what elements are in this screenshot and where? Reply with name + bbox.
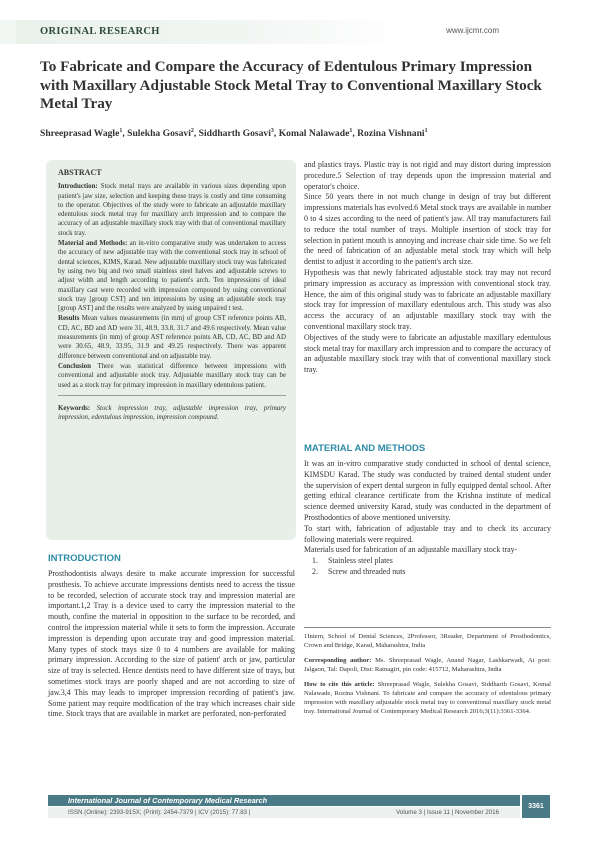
citation: How to cite this article: Shreeprasad Wagle, Sulekha Gosavi, Siddharth Gosavi, Komal Nalawade, Rozina Vishnani. To fabricate and compare the accuracy of edentulous primary impression with maxillary adjustable stock metal tray to conventional maxillary stock metal tray. International Journal of Contemporary Medical Research 2016;3(11):3361-3364. bbox=[304, 681, 551, 715]
author-list: Shreeprasad Wagle$^1$, Sulekha Gosavi$^2$, Siddharth Gosavi$^3$, Komal Nalawade$^1$, Rozina Vishnani$^1$ bbox=[40, 128, 428, 140]
author: Rozina Vishnani bbox=[357, 128, 425, 140]
right-column-text bbox=[304, 160, 551, 376]
paragraph: Prosthodontists always desire to make accurate impression for successful prosthesis. To achieve accurate impressions dentists need to access the tissue to be recorded, selection of accurate stock tray and impression material are important.1,2 Tray is a device used to carry the impression material to the mouth, confine the material in opposition to the surface to be recorded, and control the impression material while it sets to form the impression. Accurate impression is depending upon accurate tray and good impression material. Many types of stock trays size 0 to 4 numbers are available for making primary impression. According to the size of patient' arch or jaw, particular size of tray is selected. Hence dentists need to have different size of trays, but sometimes stock trays are poorly shaped and are not according to size of jaw.3,4 This may leads to improper impression recording of patient's jaw. Some patient may require modification of the tray which increases chair side time. Stock trays that are available in market are perforated, non-perforated bbox=[48, 569, 295, 719]
abstract-methods: Material and Methods: an in-vitro comparative study was undertaken to access the accuracy of new adjustable tray with the conventional stock tray in school of dental sciences, KIMS, Karad. New adjustable maxillary stock tray was fabricated by using two big and two small stainless steel halves and adjustable screws to adjust width and length according to patient's arch. Ten impressions of ideal maxillary cast were recorded with impression compound by using conventional stock tray [group CST] and ten impressions by using an adjustable stock tray [group AST] and the results were analyzed by using unpaired t test. bbox=[58, 240, 286, 313]
methods-text bbox=[304, 459, 551, 578]
footnote-divider bbox=[304, 627, 551, 628]
introduction-text bbox=[48, 569, 295, 720]
section-label: ORIGINAL RESEARCH bbox=[40, 26, 160, 37]
list-item: 1. Stainless steel plates bbox=[312, 556, 393, 566]
journal-url[interactable]: www.ijcmr.com bbox=[446, 26, 499, 35]
abstract-keywords: Keywords: Stock impression tray, adjustable impression tray, primary impression, edentulous impression, impression compound. bbox=[58, 404, 286, 422]
paragraph: Objectives of the study were to fabricate an adjustable maxillary edentulous stock metal tray for maxillary arch impression and to compare the accuracy of an adjustable maxillary stock tray with that of conventional maxillary stock tray. bbox=[304, 332, 551, 375]
introduction-heading: INTRODUCTION bbox=[48, 553, 121, 564]
paragraph: To start with, fabrication of adjustable tray and to check its accuracy following materials were required. bbox=[304, 523, 551, 544]
abstract-results: Results Mean values measurements (in mm) of group CST reference points AB, CD, AC, BD and AD were 31, 48.9, 33.8, 31.7 and 49.6 respectively. Mean value measurements (in mm) of group AST reference points AB, CD, AC, BD and AD were 30.65, 48.9, 33.95, 31.9 and 49.25 respectively. There was apparent difference between conventional and on adjustable tray. bbox=[58, 315, 286, 360]
article-title: To Fabricate and Compare the Accuracy of Edentulous Primary Impression with Maxillary Adjustable Stock Metal Tray to Conventional Maxillary Stock Metal Tray bbox=[40, 58, 542, 112]
corresponding-author: Corresponding author: Ms. Shreeprasad Wagle, Anand Nagar, Lashkarwadi, At post: Jalgaon, Tal: Dapoli, Dist: Ratnagiri, pin code: 415712, Maharashtra, India bbox=[304, 657, 551, 673]
paragraph: It was an in-vitro comparative study conducted in school of dental science, KIMSDU Karad. The study was conducted by trained dental student under the supervision of expert dental surgeon in fully equipped dental school. After getting ethical clearance certificate from the Krishna institute of medical science deemed university Karad, study was conducted in the department of Prosthodontics of above mentioned university. bbox=[304, 459, 551, 522]
footer-volume: Volume 3 | Issue 11 | November 2016 bbox=[396, 809, 499, 816]
footer-journal-name: International Journal of Contemporary Medical Research bbox=[68, 796, 268, 805]
author: Komal Nalawade bbox=[278, 128, 350, 140]
paragraph: Hypothesis was that newly fabricated adjustable stock tray may not record primary impression as accuracy as impression with conventional stock tray. Hence, the aim of this original study was to fabricate an adjustable maxillary stock tray for impression of maxillary edentulous arch. This study was also access the accuracy of an adjustable maxillary stock tray with the conventional maxillary stock tray. bbox=[304, 267, 551, 331]
author: Shreeprasad Wagle bbox=[40, 128, 120, 140]
materials-list bbox=[304, 556, 551, 578]
methods-heading: MATERIAL AND METHODS bbox=[304, 443, 426, 454]
abstract-divider bbox=[58, 395, 286, 396]
abstract-heading: ABSTRACT bbox=[58, 168, 102, 177]
footnotes bbox=[304, 632, 551, 722]
author: Siddharth Gosavi bbox=[198, 128, 271, 140]
author: Sulekha Gosavi bbox=[127, 128, 191, 140]
footer-issn: ISSN (Online): 2393-915X; (Print): 2454-7379 | ICV (2015): 77.83 | bbox=[68, 809, 251, 816]
paragraph: Materials used for fabrication of an adjustable maxillary stock tray- bbox=[304, 545, 518, 555]
affiliations: 1Intern, School of Dental Sciences, 2Professor, 3Reader, Department of Prosthodontics, Crown and Bridge, Karad, Maharashtra, India bbox=[304, 633, 551, 649]
abstract-conclusion: Conclusion There was statistical difference between impressions with conventional and adjustable stock tray. Adjustable maxillary stock tray can be used as a stock tray for primary impression in maxillary edentulous patient. bbox=[58, 362, 286, 389]
paragraph: Since 50 years there in not much change in design of tray but different impressions materials has evolved.6 Metal stock trays are available in number 0 to 4 sizes according to the need of patient's jaw. All tray manufacturers fail to reduce the total number of trays. Multiple insertion of stock tray for selection in patient mouth is annoying and increase chair side time. So we felt the need of fabrication of an adjustable metal stock tray which will help dentist to adjust it according to the patient's arch size. bbox=[304, 192, 551, 267]
list-item: 2. Screw and threaded nuts bbox=[312, 566, 406, 576]
abstract bbox=[58, 168, 286, 423]
abstract-introduction: Introduction: Stock metal trays are available in various sizes depending upon patient's jaw size, selection and keeping these trays is costly and time consuming to the operator. Objectives of the study were to fabricate an adjustable maxillary edentulous stock metal tray for maxillary arch impression and to compare the accuracy of an adjustable maxillary stock tray with that of conventional maxillary stock tray. bbox=[58, 183, 287, 237]
paragraph: and plastics trays. Plastic tray is not rigid and may distort during impression procedure.5 Selection of tray depends upon the impression material and operator's choice. bbox=[304, 160, 551, 191]
page-number: 3361 bbox=[522, 795, 550, 818]
